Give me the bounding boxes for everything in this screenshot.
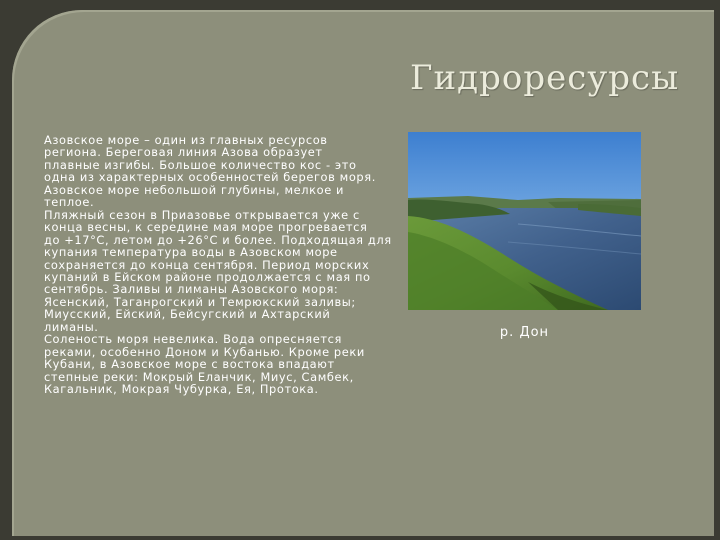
river-don-photo — [408, 132, 641, 310]
slide-title: Гидроресурсы — [410, 58, 680, 98]
slide-body-text: Азовское море – один из главных ресурсов региона. Береговая линия Азова образует плавные изгибы. Большое количество кос - это одна из характерных особенностей берегов моря. Азовское море небольшой глубины, мелкое и теплое. Пляжный сезон в Приазовье открывается уже с конца весны, к середине мая море прогревается до +17°С, летом до +26°С и более. Подходящая для купания температура воды в Азовском море сохраняется до конца сентября. Период морских купаний в Ейском районе продолжается с мая по сентябрь. Заливы и лиманы Азовского моря: Ясенский, Таганрогский и Темрюкский заливы; Миусский, Ейский, Бейсугский и Ахтарский лиманы. Соленость моря невелика. Вода опресняется реками, особенно Доном и Кубанью. Кроме реки Кубани, в Азовское море с востока впадают степные реки: Мокрый Еланчик, Миус, Самбек, Кагальник, Мокрая Чубурка, Ея, Протока. — [44, 133, 392, 397]
photo-caption: р. Дон — [499, 325, 550, 340]
